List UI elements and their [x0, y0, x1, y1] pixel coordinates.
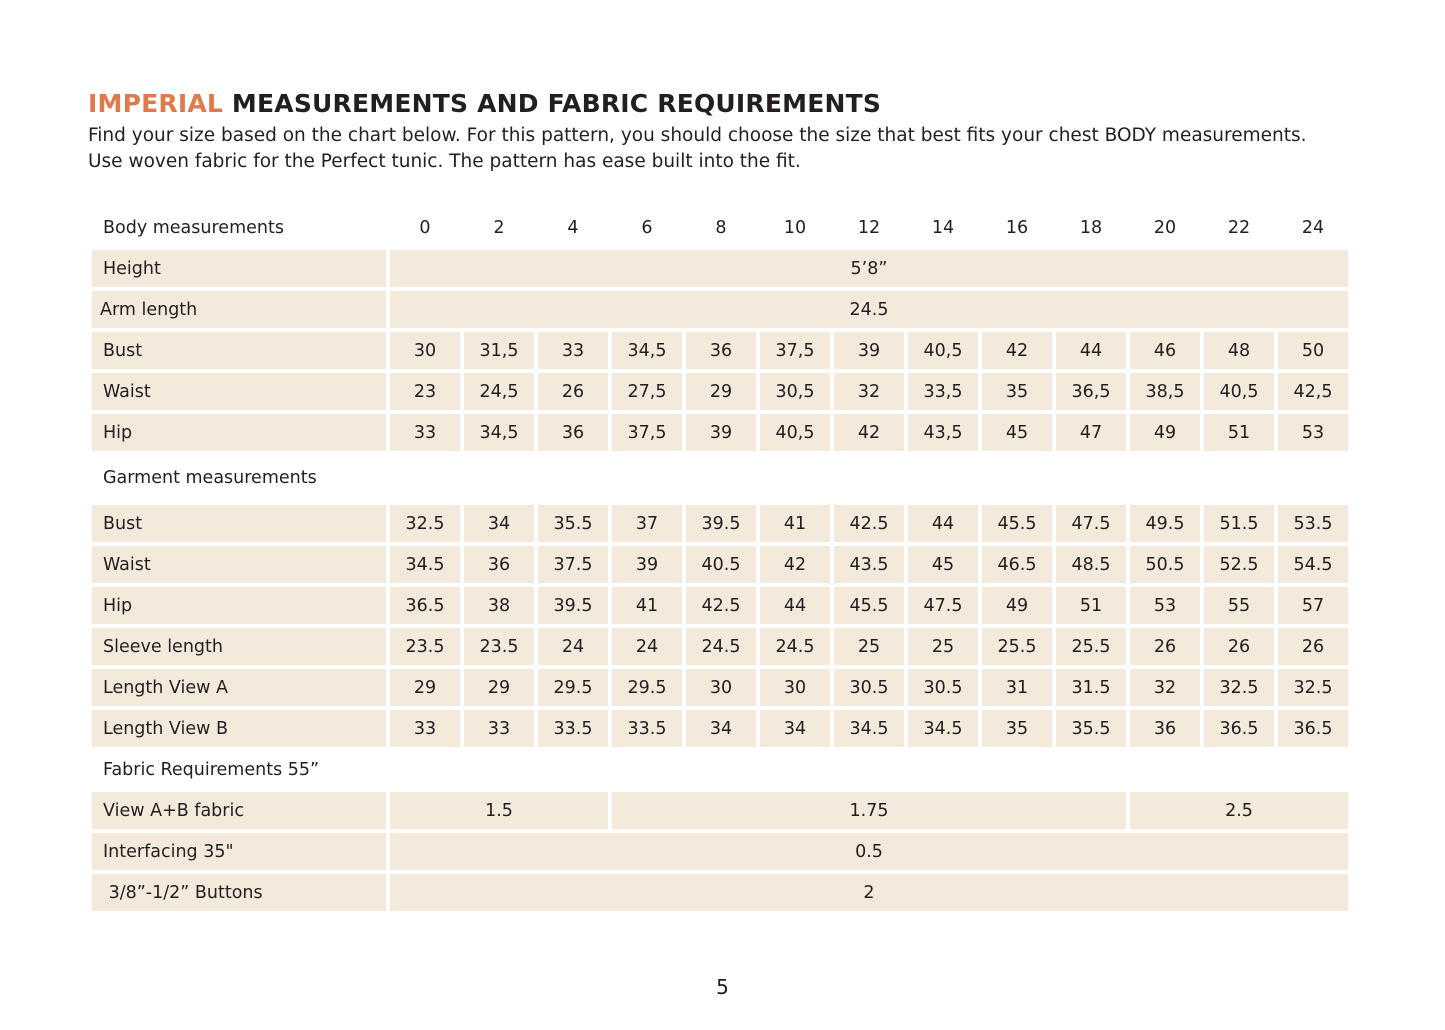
body-measurement-row [92, 332, 1348, 369]
measurement-cell: 53.5 [1278, 505, 1348, 542]
measurement-cell: 34 [760, 710, 830, 747]
measurement-cell: 41 [760, 505, 830, 542]
measurement-cell: 26 [1278, 628, 1348, 665]
measurement-cell: 34 [686, 710, 756, 747]
measurement-cell: 42 [834, 414, 904, 451]
measurement-cell: 29 [686, 373, 756, 410]
arm-length-value: 24.5 [390, 291, 1348, 328]
measurement-cell: 30.5 [834, 669, 904, 706]
buttons-value: 2 [390, 874, 1348, 911]
measurement-cell: 44 [760, 587, 830, 624]
size-header-cell: 18 [1079, 217, 1103, 238]
row-label: Height [92, 250, 386, 287]
interfacing-row [92, 833, 1348, 870]
body-measurement-row [92, 373, 1348, 410]
measurement-cell: 49.5 [1130, 505, 1200, 542]
measurement-cell: 36,5 [1056, 373, 1126, 410]
garment-measurement-row [92, 710, 1348, 747]
fabric-value-sizes-6-18: 1.75 [612, 792, 1126, 829]
measurement-cell: 30 [390, 332, 460, 369]
interfacing-value: 0.5 [390, 833, 1348, 870]
measurement-cell: 37 [612, 505, 682, 542]
measurement-cell: 24 [612, 628, 682, 665]
size-header-cell: 20 [1153, 217, 1177, 238]
measurement-cell: 36.5 [390, 587, 460, 624]
measurement-cell: 54.5 [1278, 546, 1348, 583]
arm-length-row [92, 291, 1348, 328]
measurement-cell: 50 [1278, 332, 1348, 369]
size-header-cell: 22 [1227, 217, 1251, 238]
measurement-cell: 37,5 [760, 332, 830, 369]
measurement-cell: 45 [982, 414, 1052, 451]
row-label: Hip [92, 414, 386, 451]
measurement-cell: 39 [612, 546, 682, 583]
measurement-cell: 33 [390, 710, 460, 747]
fabric-value-sizes-0-4: 1.5 [390, 792, 608, 829]
measurement-cell: 55 [1204, 587, 1274, 624]
measurement-cell: 46.5 [982, 546, 1052, 583]
measurement-cell: 38,5 [1130, 373, 1200, 410]
fabric-heading-row [92, 751, 1348, 788]
measurement-cell: 31,5 [464, 332, 534, 369]
measurement-cell: 29 [464, 669, 534, 706]
measurement-cell: 27,5 [612, 373, 682, 410]
size-chart-body [92, 209, 1348, 911]
measurement-cell: 25 [834, 628, 904, 665]
size-chart-table [88, 205, 1352, 915]
measurement-cell: 49 [982, 587, 1052, 624]
height-row [92, 250, 1348, 287]
measurement-cell: 32.5 [390, 505, 460, 542]
measurement-cell: 30 [760, 669, 830, 706]
measurement-cell: 30 [686, 669, 756, 706]
measurement-cell: 34,5 [612, 332, 682, 369]
size-header-cell: 14 [931, 217, 955, 238]
measurement-cell: 29.5 [612, 669, 682, 706]
measurement-cell: 47 [1056, 414, 1126, 451]
measurement-cell: 23.5 [390, 628, 460, 665]
measurement-cell: 23.5 [464, 628, 534, 665]
measurement-cell: 34.5 [908, 710, 978, 747]
measurement-cell: 38 [464, 587, 534, 624]
measurement-cell: 47.5 [1056, 505, 1126, 542]
measurement-cell: 46 [1130, 332, 1200, 369]
row-label: Sleeve length [92, 628, 386, 665]
size-header-cell: 2 [493, 217, 505, 238]
measurement-cell: 24 [538, 628, 608, 665]
measurement-cell: 49 [1130, 414, 1200, 451]
measurement-cell: 36.5 [1278, 710, 1348, 747]
measurement-cell: 26 [1204, 628, 1274, 665]
measurement-cell: 44 [908, 505, 978, 542]
fabric-value-sizes-20-24: 2.5 [1130, 792, 1348, 829]
row-label: Waist [92, 373, 386, 410]
measurement-cell: 33.5 [538, 710, 608, 747]
size-header-cell: 8 [715, 217, 727, 238]
measurement-cell: 25.5 [1056, 628, 1126, 665]
size-header-cell: 12 [857, 217, 881, 238]
measurement-cell: 37.5 [538, 546, 608, 583]
fabric-row [92, 792, 1348, 829]
measurement-cell: 53 [1130, 587, 1200, 624]
garment-measurements-heading: Garment measurements [103, 468, 317, 488]
measurement-cell: 36.5 [1204, 710, 1274, 747]
measurement-cell: 25 [908, 628, 978, 665]
buttons-row [92, 874, 1348, 911]
body-measurement-row [92, 414, 1348, 451]
measurement-cell: 51 [1056, 587, 1126, 624]
row-label: Waist [92, 546, 386, 583]
measurement-cell: 34 [464, 505, 534, 542]
title-rest: MEASUREMENTS AND FABRIC REQUIREMENTS [223, 89, 882, 118]
measurement-cell: 24.5 [686, 628, 756, 665]
intro-line-2: Use woven fabric for the Perfect tunic. The pattern has ease built into the fit. [88, 151, 801, 172]
measurement-cell: 26 [1130, 628, 1200, 665]
fabric-requirements-heading: Fabric Requirements 55” [103, 759, 320, 780]
measurement-cell: 39.5 [538, 587, 608, 624]
title-accent: IMPERIAL [88, 89, 224, 118]
measurement-cell: 24.5 [760, 628, 830, 665]
measurement-cell: 40,5 [1204, 373, 1274, 410]
measurement-cell: 25.5 [982, 628, 1052, 665]
measurement-cell: 33 [464, 710, 534, 747]
measurement-cell: 39 [686, 414, 756, 451]
measurement-cell: 45.5 [982, 505, 1052, 542]
measurement-cell: 32.5 [1204, 669, 1274, 706]
measurement-cell: 48 [1204, 332, 1274, 369]
row-label: Interfacing 35" [92, 833, 386, 870]
measurement-cell: 32 [1130, 669, 1200, 706]
measurement-cell: 36 [686, 332, 756, 369]
garment-measurement-row [92, 546, 1348, 583]
measurement-cell: 57 [1278, 587, 1348, 624]
measurement-cell: 35.5 [538, 505, 608, 542]
size-header-cell: 4 [567, 217, 579, 238]
row-label: Bust [92, 332, 386, 369]
measurement-cell: 33 [390, 414, 460, 451]
measurement-cell: 36 [1130, 710, 1200, 747]
measurement-cell: 42,5 [1278, 373, 1348, 410]
measurement-cell: 32.5 [1278, 669, 1348, 706]
measurement-cell: 42.5 [686, 587, 756, 624]
measurement-cell: 26 [538, 373, 608, 410]
garment-measurement-row [92, 628, 1348, 665]
intro-text [88, 123, 1307, 175]
measurement-cell: 30,5 [760, 373, 830, 410]
row-label: Arm length [92, 291, 386, 328]
measurement-cell: 29 [390, 669, 460, 706]
measurement-cell: 43,5 [908, 414, 978, 451]
measurement-cell: 34.5 [390, 546, 460, 583]
measurement-cell: 35.5 [1056, 710, 1126, 747]
row-label: Length View A [92, 669, 386, 706]
measurement-cell: 53 [1278, 414, 1348, 451]
measurement-cell: 34.5 [834, 710, 904, 747]
measurement-cell: 43.5 [834, 546, 904, 583]
measurement-cell: 31.5 [1056, 669, 1126, 706]
measurement-cell: 45 [908, 546, 978, 583]
garment-measurement-row [92, 505, 1348, 542]
height-value: 5’8” [390, 250, 1348, 287]
measurement-cell: 41 [612, 587, 682, 624]
measurement-cell: 45.5 [834, 587, 904, 624]
measurement-cell: 33 [538, 332, 608, 369]
measurement-cell: 40,5 [908, 332, 978, 369]
measurement-cell: 33,5 [908, 373, 978, 410]
measurement-cell: 40.5 [686, 546, 756, 583]
row-label: Bust [92, 505, 386, 542]
size-header-cell: 0 [419, 217, 431, 238]
measurement-cell: 35 [982, 373, 1052, 410]
size-header-cell: 10 [783, 217, 807, 238]
measurement-cell: 48.5 [1056, 546, 1126, 583]
intro-line-1: Find your size based on the chart below. For this pattern, you should choose the size that best fits your chest BODY measurements. [88, 125, 1307, 146]
page-title [88, 89, 881, 118]
measurement-cell: 23 [390, 373, 460, 410]
measurement-cell: 37,5 [612, 414, 682, 451]
size-header-cell: 6 [641, 217, 653, 238]
body-measurements-heading: Body measurements [103, 217, 284, 238]
measurement-cell: 39 [834, 332, 904, 369]
size-header-row [92, 209, 1348, 246]
measurement-cell: 32 [834, 373, 904, 410]
measurement-cell: 34,5 [464, 414, 534, 451]
measurement-cell: 47.5 [908, 587, 978, 624]
measurement-cell: 42 [760, 546, 830, 583]
measurement-cell: 36 [464, 546, 534, 583]
measurement-cell: 51.5 [1204, 505, 1274, 542]
measurement-cell: 42 [982, 332, 1052, 369]
measurement-cell: 36 [538, 414, 608, 451]
measurement-cell: 39.5 [686, 505, 756, 542]
row-label: Length View B [92, 710, 386, 747]
measurement-cell: 51 [1204, 414, 1274, 451]
size-header-cell: 16 [1005, 217, 1029, 238]
garment-measurement-row [92, 587, 1348, 624]
garment-measurement-row [92, 669, 1348, 706]
measurement-cell: 35 [982, 710, 1052, 747]
row-label: View A+B fabric [92, 792, 386, 829]
measurement-cell: 50.5 [1130, 546, 1200, 583]
row-label: Hip [92, 587, 386, 624]
measurement-cell: 24,5 [464, 373, 534, 410]
row-label: 3/8”-1/2” Buttons [92, 874, 386, 911]
page-number: 5 [716, 975, 729, 999]
size-header-cell: 24 [1301, 217, 1325, 238]
garment-heading-row [92, 455, 1348, 501]
measurement-cell: 33.5 [612, 710, 682, 747]
measurement-cell: 30.5 [908, 669, 978, 706]
measurement-cell: 31 [982, 669, 1052, 706]
measurement-cell: 29.5 [538, 669, 608, 706]
measurement-cell: 52.5 [1204, 546, 1274, 583]
measurement-cell: 40,5 [760, 414, 830, 451]
measurement-cell: 42.5 [834, 505, 904, 542]
measurement-cell: 44 [1056, 332, 1126, 369]
